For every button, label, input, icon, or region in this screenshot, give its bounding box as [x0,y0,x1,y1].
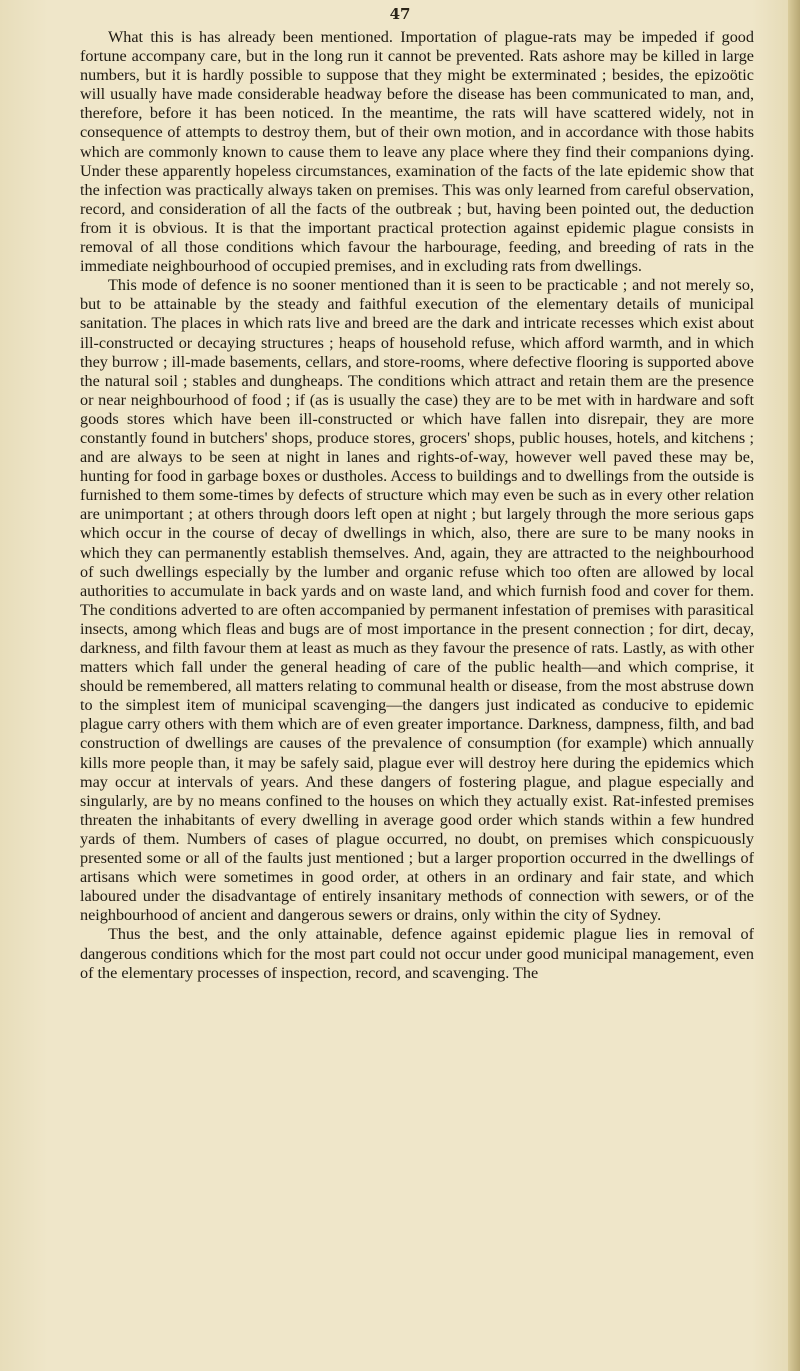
page-edge-shadow [788,0,800,1371]
paragraph-3 [80,925,754,982]
paragraph-2: This mode of defence is no sooner mentioned than it is seen to be practicable ; and not merely so, but to be attainable by the steady and faithful execution of the elementary details of municipal sanitation. The places in which rats live and breed are the dark and intricate recesses which exist about ill-constructed or decaying structures ; heaps of household refuse, which afford warmth, and in which they burrow ; ill-made basements, cellars, and store-rooms, where defective flooring is supported above the natural soil ; stables and dungheaps. The conditions which attract and retain them are the presence or near neighbourhood of food ; if (as is usually the case) they are to be met with in hardware and soft goods stores which have been ill-constructed or which have fallen into disrepair, they are more constantly found in butchers' shops, produce stores, grocers' shops, public houses, hotels, and kitchens ; and are always to be seen at night in lanes and rights-of-way, however well paved these may be, hunting for food in garbage boxes or dustholes. Access to buildings and to dwellings from the outside is furnished to them some-times by defects of structure which may even be such as in every other relation are unimportant ; at others through doors left open at night ; but largely through the more serious gaps which occur in the course of decay of dwellings in which, also, there are sure to be many nooks in which they can permanently establish themselves. And, again, they are attracted to the neighbourhood of such dwellings especially by the lumber and organic refuse which too often are allowed by local authorities to accumulate in back yards and on waste land, and which furnish food and cover for them. The conditions adverted to are often accompanied by permanent infestation of premises with parasitical insects, among which fleas and bugs are of most importance in the present connection ; for dirt, decay, darkness, and filth favour them at least as much as they favour the presence of rats. Lastly, as with other matters which fall under the general heading of care of the public health—and which comprise, it should be remembered, all matters relating to communal health or disease, from the most abstruse down to the simplest item of municipal scavenging—the dangers just indicated as conducive to epidemic plague carry others with them which are of even greater importance. Darkness, dampness, filth, and bad construction of dwellings are causes of the prevalence of consumption (for example) which annually kills more people than, it may be safely said, plague ever will destroy here during the epidemics which may occur at intervals of years. And these dangers of fostering plague, and plague especially and singularly, are by no means confined to the houses on which they actually exist. Rat-infested premises threaten the inhabitants of every dwelling in average good order which stands within a few hundred yards of them. Numbers of cases of plague occurred, no doubt, on premises which conspicuously presented some or all of the faults just mentioned ; but a larger proportion occurred in the dwellings of artisans which were sometimes in good order, at others in an ordinary and fair state, and which laboured under the disadvantage of entirely insanitary methods of connection with sewers, or of the neighbourhood of ancient and dangerous sewers or drains, only within the city of Sydney. [80,276,754,925]
page-number: 47 [389,5,411,23]
body-text [80,28,754,983]
catchword: The [513,963,539,982]
paragraph-1: What this is has already been mentioned. Importation of plague-rats may be impeded if good fortune accompany care, but in the long run it cannot be prevented. Rats ashore may be killed in large numbers, but it is hardly possible to suppose that they might be exterminated ; besides, the epizoötic will usually have made considerable headway before the disease has been communicated to man, and, therefore, before it has been noticed. In the meantime, the rats will have scattered widely, not in consequence of attempts to destroy them, but of their own motion, and in accordance with those habits which are commonly known to cause them to leave any place where they find their companions dying. Under these apparently hopeless circumstances, examination of the facts of the late epidemic show that the infection was practically always taken on premises. This was only learned from careful observation, record, and consideration of all the facts of the outbreak ; but, having been pointed out, the deduction from it is obvious. It is that the important practical protection against epidemic plague consists in removal of all those conditions which favour the harbourage, feeding, and breeding of rats in the immediate neighbourhood of occupied premises, and in excluding rats from dwellings. [80,28,754,276]
closing-paragraph: Thus the best, and the only attainable, defence against epidemic plague lies in removal of dangerous conditions which for the most part could not occur under good municipal management, even of the elementary processes of inspection, record, and scavenging. [80,925,754,982]
